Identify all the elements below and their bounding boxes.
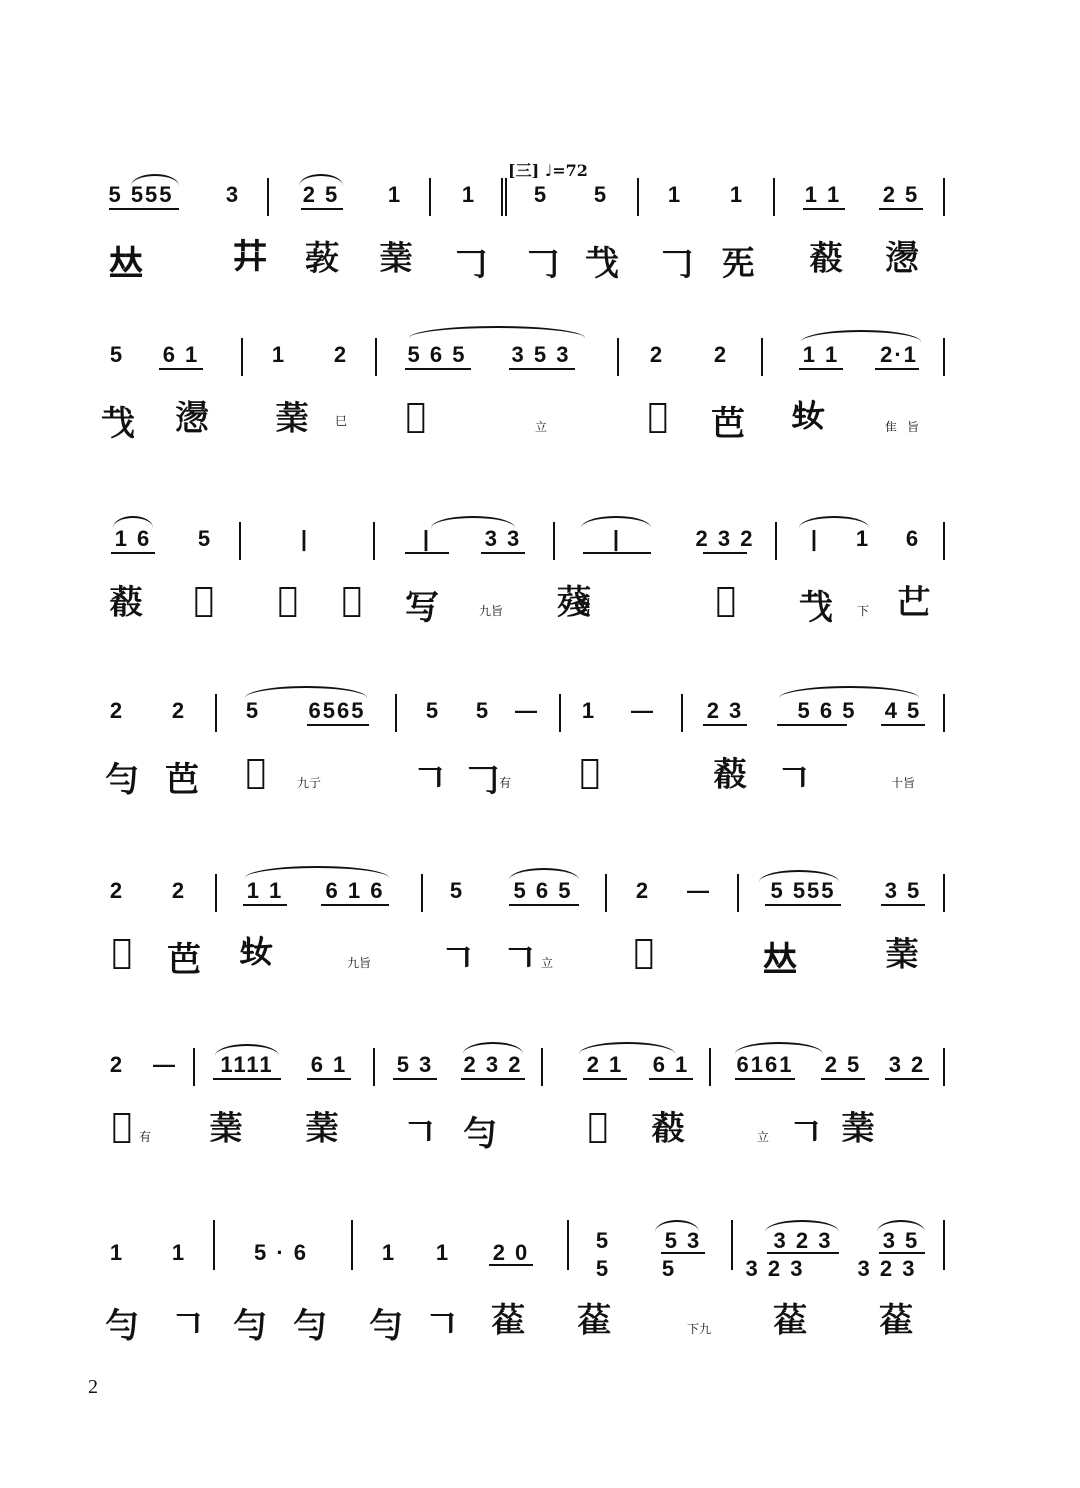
note: 5 3	[396, 1052, 434, 1077]
note: 2	[171, 698, 187, 723]
note: 2	[333, 342, 349, 367]
note-lower: 5	[661, 1256, 677, 1281]
slur	[245, 686, 367, 698]
underline	[393, 1078, 437, 1080]
underline	[735, 1078, 795, 1080]
jianpu-line	[95, 178, 965, 238]
underline	[111, 552, 155, 554]
jianzi: 𤯕	[791, 396, 823, 436]
barline	[373, 1048, 375, 1086]
slur	[779, 686, 919, 698]
jianzi: 勻	[105, 1306, 137, 1346]
double-barline	[501, 178, 507, 216]
jianzi: 𦸯	[209, 1109, 241, 1149]
barline	[559, 694, 561, 732]
jianzi: 勻	[293, 1306, 325, 1346]
underline	[461, 1078, 525, 1080]
note: 2·1	[880, 342, 918, 367]
jianzi: 𦸯	[305, 1109, 337, 1149]
underline	[109, 208, 179, 210]
jianzi: 𢦏	[585, 244, 617, 284]
underline	[509, 368, 575, 370]
jianzi: 𠃍	[441, 940, 473, 980]
jianzi: 𢈀	[405, 396, 425, 436]
barline	[429, 178, 431, 216]
underline	[703, 552, 747, 554]
note: 6565	[308, 698, 366, 723]
jianzi: 𠃢	[587, 1106, 607, 1146]
underline	[799, 368, 843, 370]
jianzi: 𠃍	[413, 760, 445, 800]
note: 1	[581, 698, 597, 723]
barline	[605, 874, 607, 912]
note: 1	[435, 1240, 451, 1265]
jianzi: 𦸯	[379, 239, 411, 279]
notation-system-1	[95, 178, 965, 328]
note: 2 3 2	[695, 526, 755, 551]
note: 5 555	[770, 878, 836, 903]
notation-system-2	[95, 338, 965, 488]
jianzi-annotation: 下	[856, 604, 870, 618]
barline	[215, 874, 217, 912]
note-lower: 3 2 3	[857, 1256, 917, 1281]
note: 5 3	[664, 1228, 702, 1253]
barline	[239, 522, 241, 560]
underline	[881, 904, 925, 906]
note: 1	[855, 526, 871, 551]
jianzi: 𦸯	[841, 1109, 873, 1149]
jianzi: 芭	[167, 940, 199, 980]
underline	[321, 904, 389, 906]
note: 6 1 6	[325, 878, 385, 903]
jianzi: 𦹫	[245, 752, 265, 792]
jianzi: 𠃟	[897, 583, 929, 623]
jianzi: 𠃢	[111, 1106, 131, 1146]
jianzi-annotation: 有	[498, 776, 512, 790]
underline	[803, 208, 845, 210]
note: 1	[667, 182, 683, 207]
jianzi: 𠃍	[789, 1114, 821, 1154]
note: 5 · 6	[253, 1240, 309, 1265]
note: 5	[533, 182, 549, 207]
underline	[879, 208, 923, 210]
note: 1 1	[804, 182, 842, 207]
barline	[761, 338, 763, 376]
jianzi-annotation: 九旨	[346, 956, 372, 970]
jianzi-annotation: 立	[534, 420, 548, 434]
jianzi-annotation: 九旨	[478, 604, 504, 618]
barline	[943, 1048, 945, 1086]
jianzi: 𠃢	[579, 752, 599, 792]
barline	[617, 338, 619, 376]
note: —	[153, 1052, 177, 1077]
jianzi: 𦹋	[715, 580, 735, 620]
jianzi: 𠃍	[425, 1306, 457, 1346]
underline	[583, 1078, 627, 1080]
note: 5 555	[108, 182, 174, 207]
note: 5	[593, 182, 609, 207]
note: 2 1	[586, 1052, 624, 1077]
barline	[375, 338, 377, 376]
jianzi: 𠃢	[633, 932, 653, 972]
note: 5	[595, 1228, 611, 1253]
note: 1	[729, 182, 745, 207]
underline	[159, 368, 203, 370]
note: 1 1	[246, 878, 284, 903]
underline	[243, 904, 287, 906]
jianzi-tablature-line	[95, 1106, 965, 1166]
jianzi: 𠃌	[453, 244, 485, 284]
jianzi: 𠃌	[465, 760, 497, 800]
underline	[301, 208, 343, 210]
jianzi: 𢡂	[175, 399, 207, 439]
jianzi: 𢦏	[101, 404, 133, 444]
underline	[509, 904, 579, 906]
note: 3 2 3	[773, 1228, 833, 1253]
barline	[731, 1220, 733, 1270]
barline	[775, 522, 777, 560]
jianzi: 𦺔	[713, 755, 745, 795]
underline	[405, 368, 471, 370]
note: 5	[197, 526, 213, 551]
barline	[553, 522, 555, 560]
jianzi-tablature-line	[95, 580, 965, 640]
jianzi-annotation: 旨	[906, 420, 920, 434]
jianzi-tablature-line	[95, 932, 965, 992]
barline	[567, 1220, 569, 1270]
underline	[307, 1078, 351, 1080]
jianzi-annotation: 隹	[884, 420, 898, 434]
note: 2 3	[706, 698, 744, 723]
note: 1	[381, 1240, 397, 1265]
note: 6 1	[652, 1052, 690, 1077]
jianzi: 𦻃	[491, 1301, 523, 1341]
note: 2	[649, 342, 665, 367]
note: 2 3 2	[463, 1052, 523, 1077]
jianzi: 𢦏	[799, 588, 831, 628]
barline	[637, 178, 639, 216]
underline	[307, 724, 369, 726]
jianzi: 𠃌	[659, 244, 691, 284]
jianzi-annotation: 巳	[334, 414, 348, 428]
note: 1111	[220, 1052, 274, 1077]
jianzi: 芭	[165, 760, 197, 800]
note: 6161	[736, 1052, 794, 1077]
notation-system-5	[95, 874, 965, 1024]
jianpu-line	[95, 874, 965, 934]
note-lower: 3 2 3	[745, 1256, 805, 1281]
jianzi-tablature-line	[95, 752, 965, 812]
jianzi-annotation: 有	[138, 1130, 152, 1144]
note: 1	[271, 342, 287, 367]
jianzi-annotation: 立	[540, 956, 554, 970]
jianzi: 𠀡	[721, 244, 753, 284]
barline	[541, 1048, 543, 1086]
note: 5	[245, 698, 261, 723]
jianzi: 𠀤	[109, 244, 141, 284]
underline	[767, 1252, 839, 1254]
note: 6 1	[310, 1052, 348, 1077]
barline	[213, 1220, 215, 1270]
note: 1	[171, 1240, 187, 1265]
note: 3 5 3	[511, 342, 571, 367]
barline	[267, 178, 269, 216]
note: 2	[635, 878, 651, 903]
slur	[801, 330, 921, 342]
note: 2 5	[824, 1052, 862, 1077]
barline	[943, 1220, 945, 1270]
note: 3 3	[484, 526, 522, 551]
jianzi-annotation: 立	[756, 1130, 770, 1144]
barline	[351, 1220, 353, 1270]
page-number: 2	[88, 1376, 98, 1398]
jianzi: 𦺔	[109, 583, 141, 623]
note: 2	[109, 1052, 125, 1077]
underline	[777, 724, 847, 726]
underline	[489, 1264, 533, 1266]
jianzi: 芭	[711, 404, 743, 444]
note: |	[422, 526, 432, 551]
underline	[879, 1252, 925, 1254]
note: 2 0	[492, 1240, 530, 1265]
jianzi: 𦺔	[809, 239, 841, 279]
note: 3 2	[888, 1052, 926, 1077]
jianzi: 𦻃	[577, 1301, 609, 1341]
note: 3 5	[884, 878, 922, 903]
underline	[481, 552, 525, 554]
underline	[765, 904, 841, 906]
jianzi: 𢡂	[885, 239, 917, 279]
underline	[213, 1078, 281, 1080]
jianzi: 𠃍	[777, 760, 809, 800]
barline	[241, 338, 243, 376]
jianzi: 勻	[233, 1306, 265, 1346]
note: 6 1	[162, 342, 200, 367]
barline	[943, 178, 945, 216]
note: 4 5	[884, 698, 922, 723]
barline	[373, 522, 375, 560]
jianzi: 𦺔	[651, 1109, 683, 1149]
underline	[583, 552, 651, 554]
notation-system-6	[95, 1048, 965, 1198]
note: |	[300, 526, 310, 551]
note: —	[515, 698, 539, 723]
note: 2	[109, 698, 125, 723]
note: —	[631, 698, 655, 723]
jianzi: 𠀤	[763, 940, 795, 980]
barline	[943, 694, 945, 732]
jianzi: 勻	[105, 760, 137, 800]
jianzi: 𦻃	[879, 1301, 911, 1341]
jianzi: 𦬠	[233, 237, 265, 277]
note: 5 6 5	[407, 342, 467, 367]
note: 2	[171, 878, 187, 903]
barline	[681, 694, 683, 732]
jianzi-annotation: 下九	[686, 1322, 712, 1336]
note: |	[612, 526, 622, 551]
note: 1	[461, 182, 477, 207]
jianzi: 𦺐	[557, 583, 589, 623]
slur	[245, 866, 389, 878]
jianpu-line	[95, 694, 965, 754]
barline	[193, 1048, 195, 1086]
jianzi: 𠃍	[503, 940, 535, 980]
barline	[773, 178, 775, 216]
barline	[943, 338, 945, 376]
note: 5	[475, 698, 491, 723]
jianzi: 𠃢	[277, 580, 297, 620]
jianzi-annotation: 九亍	[296, 776, 322, 790]
jianpu-line	[95, 1228, 965, 1288]
note: 1	[387, 182, 403, 207]
jianzi: 𦹫	[341, 580, 361, 620]
notation-system-7	[95, 1228, 965, 1378]
underline	[885, 1078, 929, 1080]
jianzi-annotation: 十旨	[890, 776, 916, 790]
notation-system-3	[95, 522, 965, 672]
note: 5	[109, 342, 125, 367]
note: 5 6 5	[797, 698, 857, 723]
barline	[709, 1048, 711, 1086]
barline	[421, 874, 423, 912]
jianzi: 𦸯	[275, 399, 307, 439]
underline	[649, 1078, 693, 1080]
notation-system-4	[95, 694, 965, 844]
section-tempo-mark: [三] ♩=72	[508, 161, 588, 180]
note: 5 6 5	[513, 878, 573, 903]
note: 6	[905, 526, 921, 551]
note: 1 6	[114, 526, 152, 551]
jianzi-tablature-line	[95, 396, 965, 456]
note: —	[687, 878, 711, 903]
jianpu-line	[95, 1048, 965, 1108]
barline	[395, 694, 397, 732]
note: 1	[109, 1240, 125, 1265]
jianzi: 𠃢	[111, 932, 131, 972]
note: |	[810, 526, 820, 551]
note: 5	[449, 878, 465, 903]
jianzi: 𠃌	[525, 244, 557, 284]
jianpu-line	[95, 338, 965, 398]
jianzi-tablature-line	[95, 236, 965, 296]
jianzi-tablature-line	[95, 1298, 965, 1358]
underline	[703, 724, 747, 726]
jianzi: 𠃍	[403, 1114, 435, 1154]
note: 2 5	[882, 182, 920, 207]
jianzi: 𤯕	[239, 932, 271, 972]
underline	[821, 1078, 865, 1080]
note: 5	[425, 698, 441, 723]
jianzi: 𠃍	[171, 1306, 203, 1346]
underline	[405, 552, 449, 554]
jianzi: 𠃢	[193, 580, 213, 620]
barline	[215, 694, 217, 732]
underline	[881, 724, 925, 726]
barline	[943, 874, 945, 912]
underline	[661, 1252, 705, 1254]
jianzi: 𦸯	[885, 935, 917, 975]
jianzi: 𦸦	[305, 239, 337, 279]
note: 3	[225, 182, 241, 207]
note: 2	[713, 342, 729, 367]
jianzi: 𠃢	[647, 396, 667, 436]
note: 2	[109, 878, 125, 903]
note: 1 1	[802, 342, 840, 367]
barline	[737, 874, 739, 912]
note: 3 5	[882, 1228, 920, 1253]
note: 2 5	[302, 182, 340, 207]
jianzi: 写	[405, 588, 437, 628]
underline	[875, 368, 919, 370]
jianzi: 勻	[463, 1114, 495, 1154]
jianpu-line	[95, 522, 965, 582]
jianzi: 勻	[369, 1306, 401, 1346]
jianzi: 𦻃	[773, 1301, 805, 1341]
barline	[943, 522, 945, 560]
note-lower: 5	[595, 1256, 611, 1281]
